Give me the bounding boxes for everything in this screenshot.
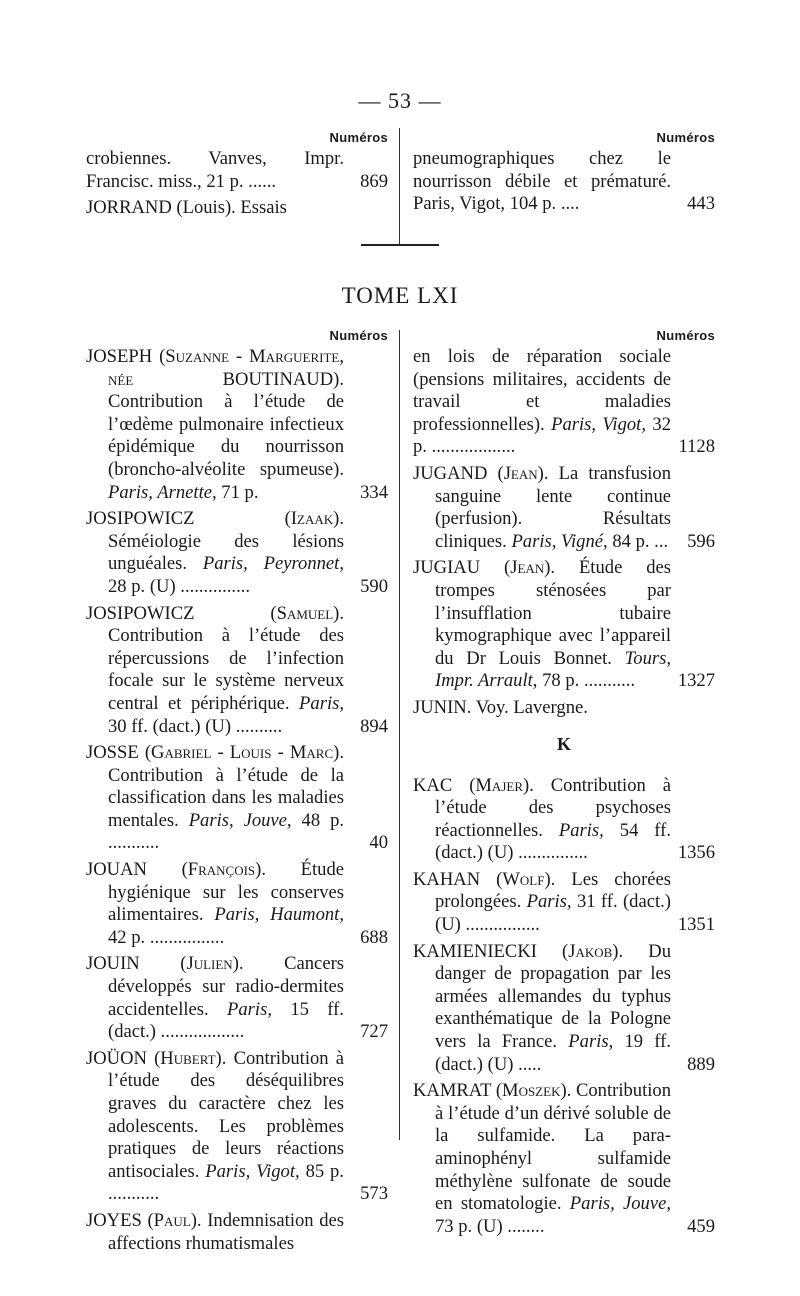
column-divider	[399, 330, 400, 1140]
entry-title: Étude hygiénique sur les conserves alimentaires.	[108, 859, 344, 926]
entry	[413, 775, 715, 865]
entry-number: 869	[360, 170, 388, 192]
entry-continuation: crobiennes. Vanves, Impr. Francisc. miss., 21 p. ...... 869	[86, 148, 388, 192]
entry-title: Contribution à l’étude des répercussions de l’infection focale sur le système nerveux central et périphérique.	[108, 625, 344, 714]
entry-given-names: (Paul).	[147, 1209, 202, 1231]
entry-number: 889	[687, 1053, 715, 1075]
entry-given-names: (Majer).	[469, 774, 534, 796]
entry-author: JOUIN	[86, 953, 140, 975]
entry-number: 573	[360, 1183, 388, 1205]
numeros-header: Numéros	[329, 130, 388, 145]
entry	[86, 1048, 388, 1206]
entry-title: Étude des trompes sténosées par l’insufflation tubaire kymographique avec l’appareil du Dr Louis Bonnet.	[435, 557, 672, 669]
entry	[86, 953, 388, 1043]
entry-title: Contribution à l’étude d’un dérivé soluble de la sulfamide. La para-aminophényl sulfamide méthylène sulfonate de soude en stomatologie.	[435, 1080, 672, 1215]
entry-publisher: Paris, Peyronnet,	[202, 553, 344, 575]
numeros-header: Numéros	[329, 328, 388, 343]
entry-given-names: (Suzanne - Marguerite, née BOUTINAUD).	[108, 346, 344, 390]
entry	[86, 508, 388, 598]
entry-pages: 42 p. ................	[108, 926, 225, 948]
right-column	[413, 328, 715, 1242]
entry-given-names: (Gabriel - Louis - Marc).	[144, 742, 344, 764]
entry-title: Séméiologie des lésions unguéales.	[108, 530, 344, 575]
entry-publisher: Paris, Arnette,	[108, 481, 217, 503]
entry-author: JOSIPOWICZ	[86, 602, 195, 624]
entry-pages: 54 ff. (dact.) (U) ...............	[435, 819, 671, 864]
page-number: — 53 —	[358, 88, 442, 113]
entry-pages: 28 p. (U) ...............	[108, 575, 251, 597]
entry-title: Contribution à l’étude de la classification dans les maladies mentales.	[108, 764, 344, 831]
entry-publisher: Paris, Vigot,	[205, 1160, 300, 1182]
entry-pages: 84 p. ...	[612, 530, 669, 552]
entry-publisher: Paris, Vigné,	[511, 530, 608, 552]
entry-author: JOYES	[86, 1209, 142, 1231]
numeros-header: Numéros	[656, 328, 715, 343]
entry-author: KAMRAT	[413, 1080, 492, 1102]
entry	[86, 1210, 388, 1255]
entry-number: 1351	[677, 914, 715, 936]
entry-given-names: (Jakob).	[562, 940, 624, 962]
entry-title: Indemnisation des affections rhumatismales	[108, 1209, 345, 1254]
entry-publisher: Paris,	[299, 692, 344, 714]
entry-author: JUGAND	[413, 462, 488, 484]
entry-number: 459	[687, 1215, 715, 1237]
entry	[86, 859, 388, 949]
entry-title: Contribution à l’étude des psychoses réactionnelles.	[435, 774, 671, 841]
entry-author: KAMIENIECKI	[413, 940, 537, 962]
entry-continuation: en lois de réparation sociale (pensions militaires, accidents de travail et maladies professionnelles). Paris, Vigot, 32 p. .................. 1128	[413, 346, 715, 458]
entry-title: Contribution à l’étude de l’œdème pulmonaire infectieux épidémique du nourrisson (broncho-alvéolite spumeuse).	[108, 391, 344, 480]
top-right-column	[413, 130, 715, 220]
entry-title: Contribution à l’étude des déséquilibres graves du caractère chez les adolescents. Les problèmes pratiques de leurs réactions antisociales.	[108, 1047, 344, 1182]
entry	[86, 603, 388, 739]
entry-publisher: Tours, Impr. Arrault,	[435, 647, 672, 692]
entry-number: 688	[360, 926, 388, 948]
entry-number: 40	[369, 832, 388, 854]
entry-continuation: pneumographiques chez le nourrisson débile et prématuré. Paris, Vigot, 104 p. .... 443	[413, 148, 715, 215]
entry-title: Du danger de propagation par les armées allemandes du typhus exanthématique de la Pologne vers la France.	[435, 940, 671, 1053]
entry-author: JOSEPH	[86, 346, 153, 367]
entry-pages: 15 ff. (dact.) ..................	[108, 998, 344, 1043]
entry-number: 894	[360, 715, 388, 737]
entry	[413, 941, 715, 1077]
entry	[413, 1080, 715, 1238]
entry-publisher: Paris, Jouve,	[188, 809, 292, 831]
entry-number: 1128	[678, 436, 715, 458]
entry-author: KAC	[413, 774, 453, 796]
entry-author: JOSSE	[86, 742, 139, 764]
entry-title: Voy. Lavergne.	[475, 696, 588, 718]
entry-pages: 78 p. ...........	[542, 670, 636, 692]
entry-publisher: Paris,	[568, 1031, 614, 1053]
entry-author: JOÜON	[86, 1047, 147, 1069]
entry-author: JOUAN	[86, 859, 147, 881]
entry-author: JOSIPOWICZ	[86, 508, 195, 530]
entry-given-names: (Julien).	[180, 953, 244, 975]
entry	[413, 463, 715, 553]
entry-number: 443	[687, 193, 715, 215]
entry-author: JUNIN.	[413, 696, 472, 718]
entry-publisher: Paris,	[558, 819, 604, 841]
entry	[413, 869, 715, 937]
entry-pages: 73 p. (U) ........	[435, 1215, 545, 1237]
entry-given-names: (Izaak).	[284, 508, 344, 530]
entry-pages: 85 p. ...........	[108, 1160, 344, 1205]
entry-publisher: Paris,	[227, 998, 272, 1020]
entry-pages: 48 p. ...........	[108, 809, 345, 854]
entry-title: Cancers développés sur radio-dermites accidentelles.	[108, 953, 344, 1020]
entry-number: 727	[360, 1021, 388, 1043]
entry: JORRAND (Louis). Essais	[86, 197, 287, 219]
entry-number: 1327	[677, 670, 715, 692]
letter-heading: K	[556, 733, 571, 754]
entry-number: 334	[360, 481, 388, 503]
entry-pages: 71 p.	[221, 481, 259, 503]
entry-pages: 30 ff. (dact.) (U) ..........	[108, 715, 283, 737]
numeros-header: Numéros	[656, 130, 715, 145]
entry-given-names: (François).	[181, 859, 267, 881]
tome-heading: TOME LXI	[341, 283, 459, 308]
entry	[86, 346, 388, 504]
entry	[86, 742, 388, 855]
entry-given-names: (Jean).	[504, 557, 556, 579]
entry-author: JUGIAU	[413, 557, 481, 579]
entry-publisher: Paris, Haumont,	[214, 904, 344, 926]
entry-publisher: Paris,	[526, 891, 572, 913]
entry-given-names: (Jean).	[497, 462, 549, 484]
entry-pages: 19 ff. (dact.) (U) .....	[435, 1031, 671, 1075]
entry-given-names: (Samuel).	[270, 602, 344, 624]
top-left-column	[86, 130, 388, 224]
entry-given-names: (Moszek).	[495, 1080, 572, 1102]
entry-given-names: (Hubert).	[154, 1047, 227, 1069]
left-column	[86, 328, 388, 1259]
entry-number: 590	[360, 575, 388, 597]
entry-given-names: (Wolf).	[496, 868, 556, 890]
entry-title: La transfusion sanguine lente continue (perfusion). Résultats cliniques.	[435, 462, 671, 552]
entry-number: 1356	[677, 842, 715, 864]
entry-author: KAHAN	[413, 868, 481, 890]
entry-pages: 31 ff. (dact.) (U) ................	[435, 891, 671, 936]
column-divider	[399, 128, 400, 246]
entry-number: 596	[687, 530, 715, 552]
entry-title: Les chorées prolongées.	[435, 868, 672, 913]
entry-publisher: Paris, Jouve,	[569, 1193, 672, 1215]
entry	[413, 557, 715, 693]
entry	[413, 697, 715, 720]
section-rule	[361, 244, 439, 246]
